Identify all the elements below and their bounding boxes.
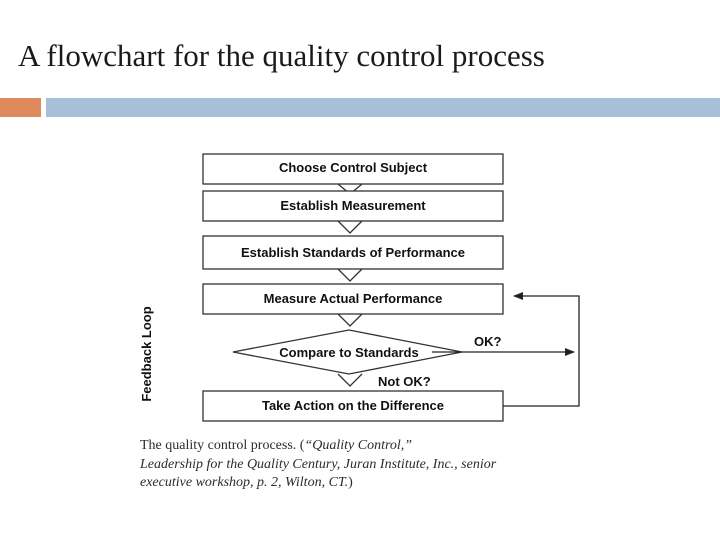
connector-chevron: [338, 221, 362, 233]
connector-chevron: [338, 374, 362, 386]
caption-text: The quality control process. (: [140, 438, 305, 453]
step-label: Measure Actual Performance: [263, 291, 443, 306]
step-label: Take Action on the Difference: [261, 398, 445, 413]
caption-line-3: [140, 474, 700, 493]
connector-chevron: [338, 269, 362, 281]
step-label: Choose Control Subject: [278, 160, 428, 175]
caption-line-1: [140, 437, 700, 456]
feedback-loop-label: Feedback Loop: [139, 306, 154, 402]
step-label: Establish Measurement: [280, 198, 426, 213]
feedback-loop-arrow: [503, 296, 579, 406]
caption-text: “Quality Control,”: [304, 438, 413, 453]
connector-chevron: [338, 314, 362, 326]
figure-caption: [140, 437, 700, 493]
caption-text: ): [348, 475, 353, 490]
caption-text: executive workshop, p. 2, Wilton, CT.: [140, 475, 349, 490]
caption-line-2: Leadership for the Quality Century, Juran Institute, Inc., senior: [140, 456, 497, 472]
step-label: Establish Standards of Performance: [241, 245, 465, 260]
not-ok-label: Not OK?: [378, 374, 431, 389]
ok-label: OK?: [474, 334, 502, 349]
slide-title: A flowchart for the quality control process: [18, 38, 545, 73]
decision-label: Compare to Standards: [279, 345, 419, 360]
